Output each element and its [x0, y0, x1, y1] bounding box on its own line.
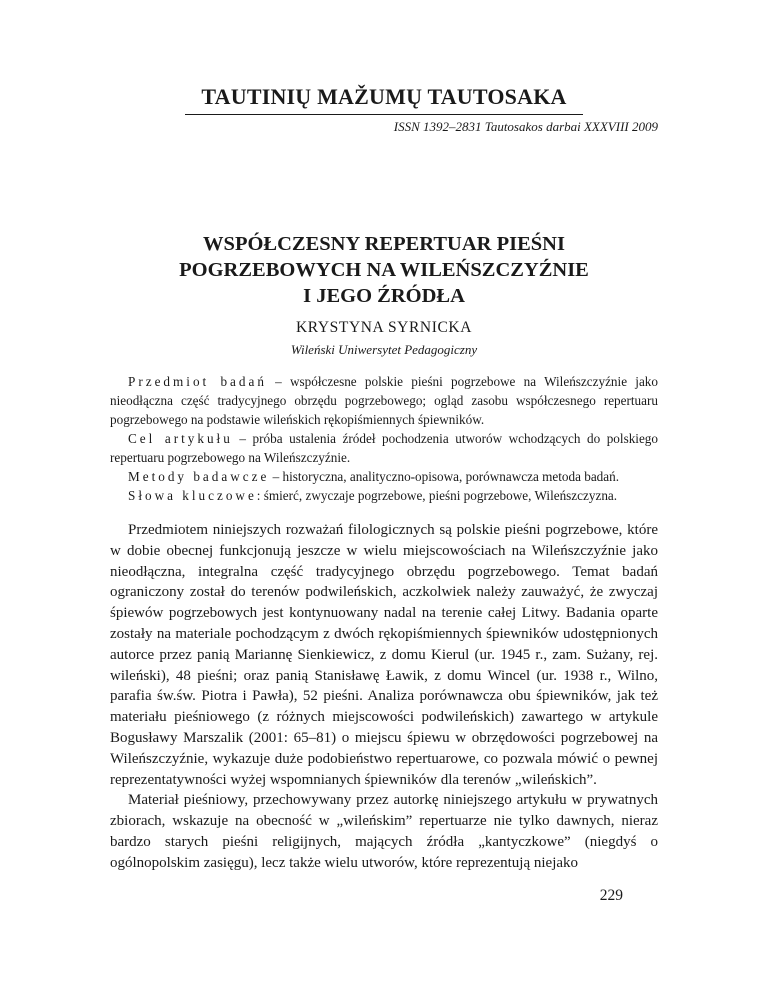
- section-title-underline: [185, 114, 583, 115]
- abstract-label: Cel artykułu: [128, 431, 233, 446]
- abstract-text: – historyczna, analityczno-opisowa, porównawcza metoda badań.: [269, 469, 620, 484]
- journal-issn-line: ISSN 1392–2831 Tautosakos darbai XXXVIII 2009: [393, 119, 658, 134]
- section-title: TAUTINIŲ MAŽUMŲ TAUTOSAKA: [201, 84, 567, 109]
- body-paragraph: Przedmiotem niniejszych rozważań filologicznych są polskie pieśni pogrzebowe, które w dobie obecnej funkcjonują jeszcze w wielu miejscowościach na Wileńszczyźnie jako nieodłączna, integralna część tradycyjnego obrzędu pogrzebowego. Temat badań ograniczony został do terenów podwileńskich, aczkolwiek należy zauważyć, że zwyczaj śpiewów pogrzebowych jest kontynuowany nadal na terenie całej Litwy. Badania oparte zostały na materiale pochodzącym z dwóch rękopiśmiennych śpiewników udostępnionych autorce przez panią Mariannę Sienkiewicz, z domu Kierul (ur. 1945 r., zam. Sużany, rej. wileński), 48 pieśni; oraz panią Stanisławę Ławik, z domu Wincel (ur. 1938 r., Wilno, parafia św.św. Piotra i Pawła), 52 pieśni. Analiza porównawcza obu śpiewników, jak też materiału pieśniowego (z różnych miejscowości podwileńskich) zawartego w artykule Bogusławy Marszalik (2001: 65–81) o miejscu śpiewu w obrzędowości pogrzebowej na Wileńszczyźnie, wykazuje duże podobieństwo repertuarowe, co pozwala mówić o pewnej reprezentatywności wyżej wspomnianych śpiewników dla terenów „wileńskich”.: [110, 522, 658, 788]
- abstract-label: Słowa kluczowe: [128, 488, 257, 503]
- article-title: [0, 231, 768, 309]
- abstract-keywords: [110, 486, 658, 505]
- page-number: 229: [599, 887, 623, 904]
- article-title-line: POGRZEBOWYCH NA WILEŃSZCZYŹNIE: [179, 259, 589, 281]
- author-name: KRYSTYNA SYRNICKA: [296, 319, 472, 336]
- body-text: [110, 520, 658, 874]
- author-affiliation: Wileński Uniwersytet Pedagogiczny: [290, 342, 478, 357]
- abstract-text: – próba ustalenia źródeł pochodzenia utworów wchodzących do polskiego repertuaru pogrzebowego na Wileńszczyźnie.: [110, 431, 658, 465]
- abstract-methods: [110, 467, 658, 486]
- abstract: [110, 372, 658, 505]
- abstract-text: : śmierć, zwyczaje pogrzebowe, pieśni pogrzebowe, Wileńszczyzna.: [256, 488, 618, 503]
- abstract-label: Przedmiot badań: [128, 374, 267, 389]
- abstract-text: – współczesne polskie pieśni pogrzebowe na Wileńszczyźnie jako nieodłączna część tradycyjnego obrzędu pogrzebowego; ogląd zasobu współczesnego repertuaru pogrzebowego na podstawie wileńskich rękopiśmiennych śpiewników.: [110, 374, 658, 427]
- abstract-label: Metody badawcze: [128, 469, 270, 484]
- abstract-subject: [110, 372, 658, 429]
- article-title-line: WSPÓŁCZESNY REPERTUAR PIEŚNI: [203, 233, 565, 255]
- article-title-line: I JEGO ŹRÓDŁA: [303, 285, 465, 307]
- abstract-aim: [110, 429, 658, 467]
- body-paragraph: Materiał pieśniowy, przechowywany przez autorkę niniejszego artykułu w prywatnych zbiorach, wskazuje na obecność w „wileńskim” repertuarze nie tylko dawnych, nieraz bardzo starych pieśni religijnych, mających źródła „kantyczkowe” (niegdyś o ogólnopolskim zasięgu), lecz także wielu utworów, które reprezentują niejako: [110, 792, 658, 871]
